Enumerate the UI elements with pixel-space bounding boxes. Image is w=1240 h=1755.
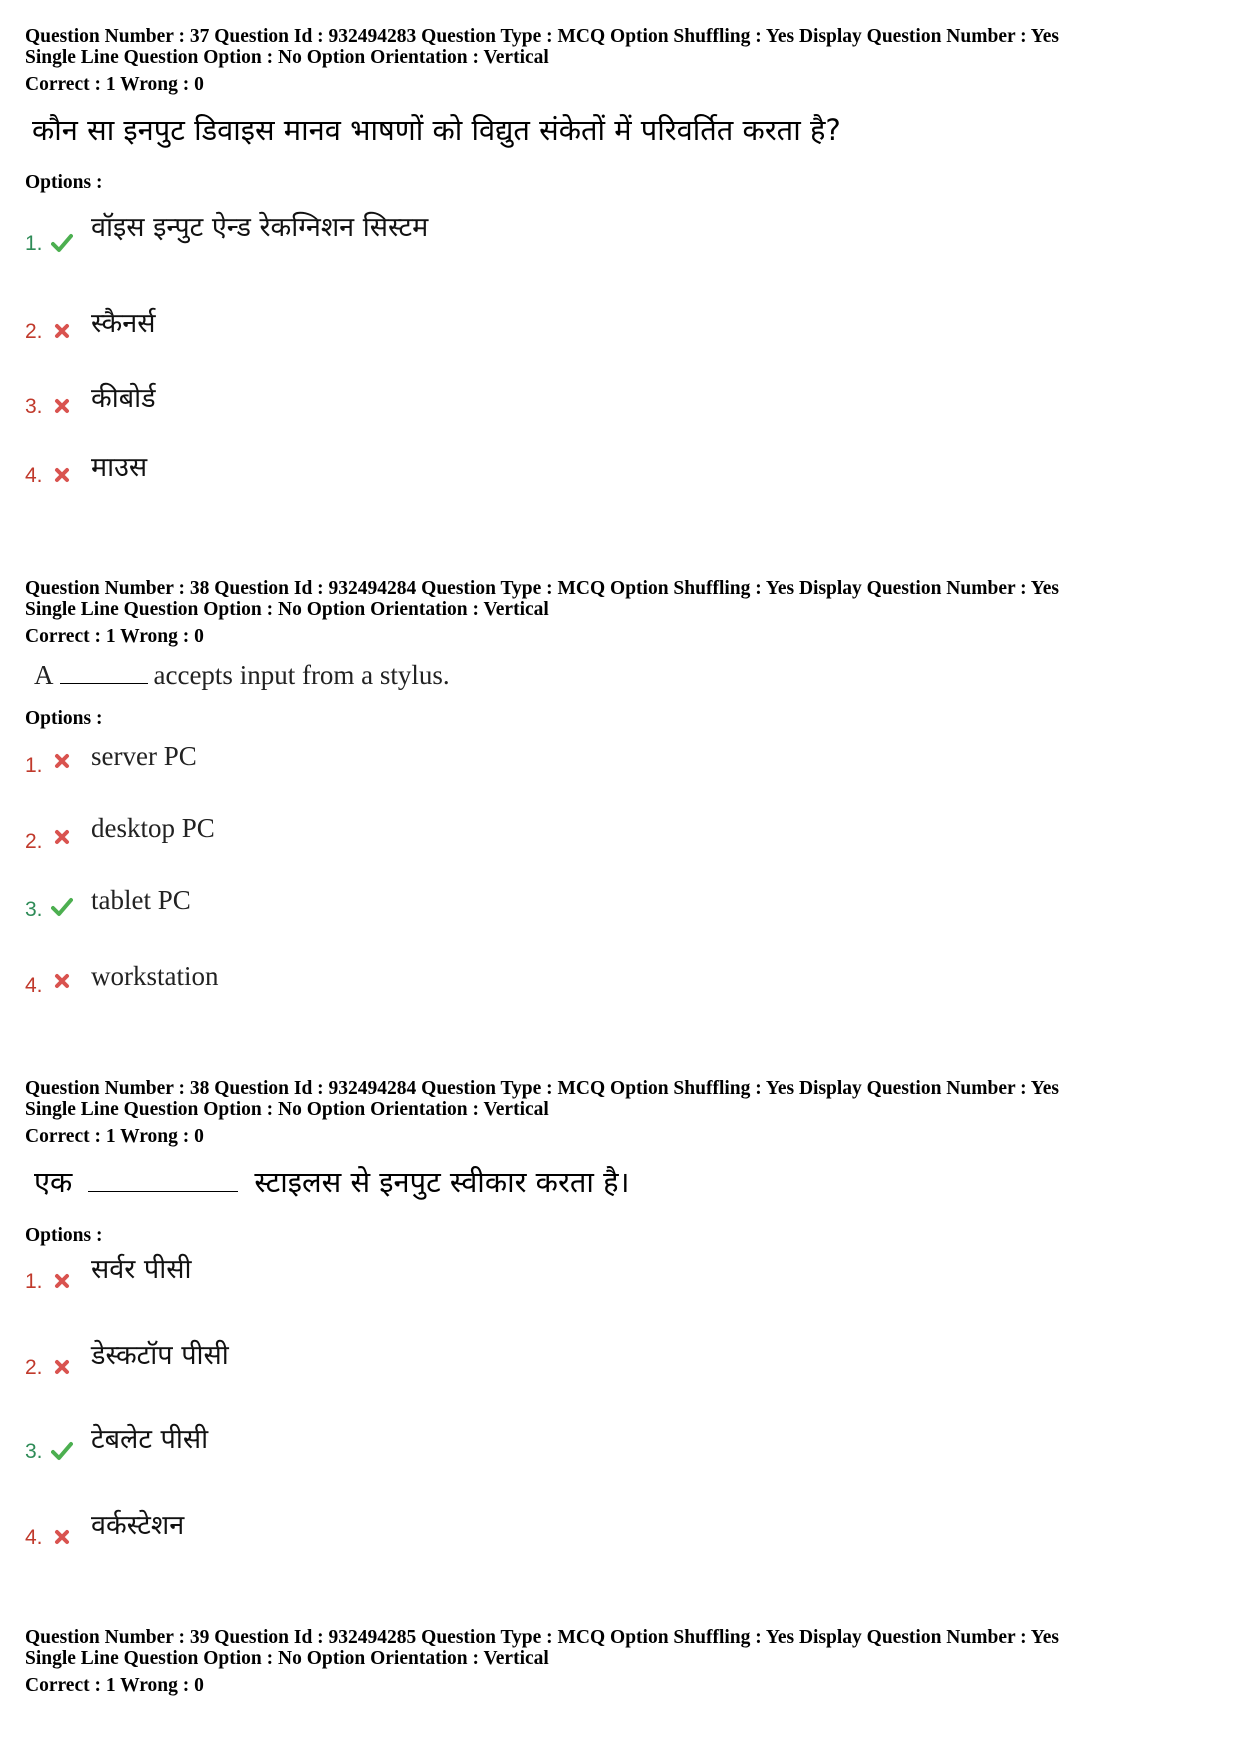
- question-block: [25, 578, 1215, 997]
- cross-icon: [51, 750, 73, 772]
- option-number: 4.: [25, 464, 43, 487]
- question-block: [25, 26, 1215, 487]
- option-number: 2.: [25, 1356, 43, 1379]
- option-text: desktop PC: [91, 813, 215, 843]
- option-item: [25, 448, 925, 492]
- option-item: [25, 958, 925, 1002]
- option-text: वर्कस्टेशन: [91, 1510, 185, 1541]
- question-text-after: accepts input from a stylus.: [153, 660, 450, 690]
- option-text: स्कैनर्स: [91, 308, 156, 339]
- option-item: [25, 1340, 925, 1384]
- option-number: 3.: [25, 898, 43, 921]
- option-number: 3.: [25, 1440, 43, 1463]
- question-text-before: A: [34, 660, 54, 690]
- question-text: [34, 660, 450, 691]
- option-text: माउस: [91, 452, 148, 483]
- option-item: [25, 304, 925, 348]
- question-meta-line2: Single Line Question Option : No Option Orientation : Vertical: [25, 1648, 549, 1669]
- option-text: सर्वर पीसी: [91, 1254, 192, 1285]
- correct-wrong-marks: Correct : 1 Wrong : 0: [25, 1675, 204, 1696]
- option-number: 1.: [25, 232, 43, 255]
- option-text: कीबोर्ड: [91, 383, 156, 414]
- question-text: [34, 1162, 629, 1201]
- cross-icon: [51, 1356, 73, 1378]
- option-item: [25, 379, 925, 423]
- question-meta-line2: Single Line Question Option : No Option Orientation : Vertical: [25, 47, 549, 68]
- option-text: workstation: [91, 961, 219, 991]
- question-block: [25, 1627, 1215, 1696]
- option-number: 4.: [25, 1526, 43, 1549]
- option-number: 1.: [25, 754, 43, 777]
- question-meta-line1: Question Number : 38 Question Id : 932494284 Question Type : MCQ Option Shuffling : Yes Display Question Number : Yes: [25, 578, 1059, 599]
- option-item: [25, 212, 925, 260]
- question-meta-line1: Question Number : 38 Question Id : 932494284 Question Type : MCQ Option Shuffling : Yes Display Question Number : Yes: [25, 1078, 1059, 1099]
- option-item: [25, 882, 925, 926]
- answer-blank: [88, 1189, 238, 1192]
- option-number: 1.: [25, 1270, 43, 1293]
- cross-icon: [51, 1526, 73, 1548]
- question-meta-line1: Question Number : 39 Question Id : 932494285 Question Type : MCQ Option Shuffling : Yes Display Question Number : Yes: [25, 1627, 1059, 1648]
- question-meta-line2: Single Line Question Option : No Option Orientation : Vertical: [25, 1099, 549, 1120]
- question-meta-line2: Single Line Question Option : No Option Orientation : Vertical: [25, 599, 549, 620]
- option-text: वॉइस इन्पुट ऐन्ड रेकग्निशन सिस्टम: [91, 212, 429, 243]
- cross-icon: [51, 970, 73, 992]
- correct-wrong-marks: Correct : 1 Wrong : 0: [25, 1126, 204, 1147]
- option-number: 3.: [25, 395, 43, 418]
- question-text-after: स्टाइलस से इनपुट स्वीकार करता है।: [254, 1165, 630, 1199]
- option-item: [25, 1254, 925, 1298]
- correct-wrong-marks: Correct : 1 Wrong : 0: [25, 74, 204, 95]
- option-item: [25, 1424, 925, 1468]
- option-text: server PC: [91, 741, 197, 771]
- option-item: [25, 814, 925, 858]
- option-text: tablet PC: [91, 885, 191, 915]
- cross-icon: [51, 320, 73, 342]
- option-text: डेस्कटॉप पीसी: [91, 1340, 229, 1371]
- option-text: टेबलेट पीसी: [91, 1424, 209, 1455]
- cross-icon: [51, 395, 73, 417]
- check-icon: [51, 896, 73, 918]
- correct-wrong-marks: Correct : 1 Wrong : 0: [25, 626, 204, 647]
- check-icon: [51, 1440, 73, 1462]
- cross-icon: [51, 1270, 73, 1292]
- option-number: 4.: [25, 974, 43, 997]
- question-text-before: एक: [34, 1165, 73, 1199]
- cross-icon: [51, 464, 73, 486]
- options-label: Options :: [25, 172, 103, 193]
- option-item: [25, 738, 925, 782]
- option-item: [25, 1510, 925, 1554]
- question-block: [25, 1078, 1215, 1549]
- cross-icon: [51, 826, 73, 848]
- option-number: 2.: [25, 320, 43, 343]
- question-text: कौन सा इनपुट डिवाइस मानव भाषणों को विद्युत संकेतों में परिवर्तित करता है?: [32, 113, 841, 147]
- answer-blank: [60, 681, 148, 684]
- option-number: 2.: [25, 830, 43, 853]
- options-label: Options :: [25, 1225, 103, 1246]
- check-icon: [51, 232, 73, 254]
- options-label: Options :: [25, 708, 103, 729]
- question-meta-line1: Question Number : 37 Question Id : 932494283 Question Type : MCQ Option Shuffling : Yes Display Question Number : Yes: [25, 26, 1059, 47]
